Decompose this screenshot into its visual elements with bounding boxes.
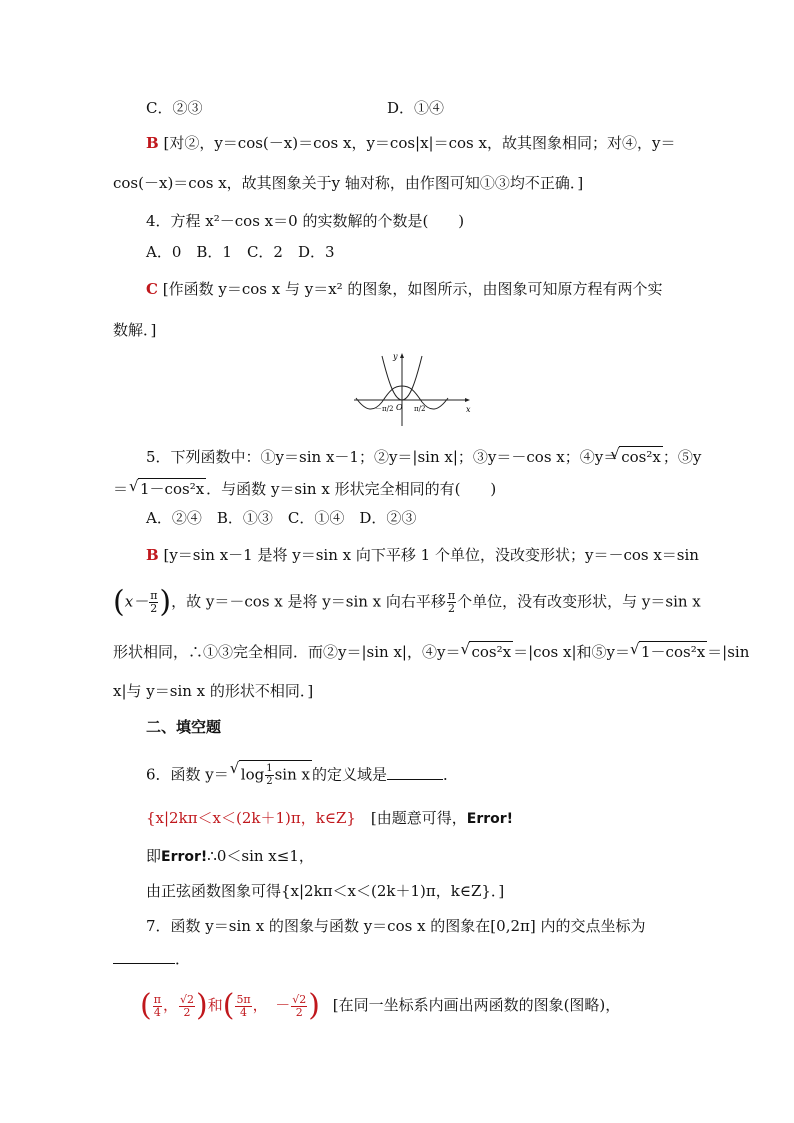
question-5-stem-line1 bbox=[146, 446, 701, 467]
answer-5-line1 bbox=[146, 545, 699, 565]
fraction-1-2 bbox=[265, 763, 273, 788]
answer-text: ，故 y＝－cos x 是将 y＝sin x 向右平移 bbox=[171, 592, 446, 611]
paren-left: ( bbox=[140, 988, 152, 1023]
conjunction-text: 和 bbox=[207, 996, 223, 1014]
option-c: C．②③ bbox=[146, 99, 203, 117]
numerator: √2 bbox=[179, 992, 194, 1006]
error-text: Error! bbox=[466, 811, 514, 827]
stem-text: 6．函数 y＝ bbox=[146, 765, 229, 784]
question-6-stem bbox=[146, 760, 458, 788]
sqrt-cos2x: √ cos²x bbox=[469, 641, 513, 662]
answer-text: 即 bbox=[146, 847, 162, 865]
option-d: D．①④ bbox=[387, 99, 445, 117]
answer-4-line1 bbox=[146, 279, 662, 299]
fraction-pi-2 bbox=[447, 590, 456, 615]
fraction-pi-2 bbox=[149, 590, 158, 615]
fraction-root2-2 bbox=[179, 994, 195, 1019]
answer-blank bbox=[113, 949, 175, 964]
question-5-options: A．②④ B．①③ C．①④ D．②③ bbox=[146, 509, 417, 527]
fraction-pi-4 bbox=[153, 994, 162, 1019]
answer-5-line2 bbox=[113, 584, 701, 620]
answer-text: [在同一坐标系内画出两函数的图象(图略)， bbox=[332, 996, 621, 1014]
minus-sign: － bbox=[275, 996, 291, 1014]
answer-6-line2 bbox=[146, 846, 314, 867]
answer-3-line2: cos(－x)＝cos x，故其图象关于y 轴对称，由作图可知①③均不正确．] bbox=[113, 174, 584, 192]
fraction-5pi-4 bbox=[235, 994, 251, 1019]
answer-text: ＝|cos x|和⑤y＝ bbox=[513, 643, 631, 661]
answer-7-line1: ( $\frac{\pi}{4}$ ， $\frac{√2}{2}$ )和( $\frac{5\pi}{4}$ ， － $\frac{√2}{2}$ ) [在同一坐标系内画出两函数的图象(图略)， bbox=[140, 988, 621, 1023]
error-text: Error! bbox=[161, 849, 208, 865]
sqrt-1-cos2x: √ 1－cos²x bbox=[138, 478, 206, 499]
paren-right: ) bbox=[159, 584, 172, 620]
answer-text: 形状相同，∴①③完全相同．而②y＝|sin x|，④y＝ bbox=[113, 643, 461, 661]
sqrt-log-expression bbox=[239, 760, 312, 788]
tick-pi-half: π/2 bbox=[414, 405, 426, 413]
question-7-stem: 7．函数 y＝sin x 的图象与函数 y＝cos x 的图象在[0,2π] 内的交点坐标为 bbox=[146, 917, 646, 935]
origin-label: O bbox=[396, 403, 403, 412]
stem-text: ＝ bbox=[113, 480, 129, 498]
stem-text: 5．下列函数中：①y＝sin x－1；②y＝|sin x|；③y＝－cos x；④y＝ bbox=[146, 448, 619, 466]
denominator: 2 bbox=[183, 1005, 191, 1019]
numerator: √2 bbox=[292, 992, 307, 1006]
numerator: π bbox=[150, 589, 158, 602]
numerator: 1 bbox=[266, 763, 273, 774]
y-axis-label: y bbox=[393, 352, 398, 361]
denominator: 4 bbox=[153, 1005, 161, 1019]
answer-text: [作函数 y＝cos x 与 y＝x² 的图象，如图所示，由图象可知原方程有两个实 bbox=[162, 280, 663, 298]
paren-left: ( bbox=[113, 584, 125, 620]
answer-6-line1 bbox=[146, 808, 513, 829]
answer-text: [对②，y＝cos(－x)＝cos x，y＝cos|x|＝cos x，故其图象相同；对④，y＝ bbox=[163, 134, 676, 152]
section-heading: 二、填空题 bbox=[146, 718, 222, 736]
answer-text: [由题意可得， bbox=[370, 809, 467, 827]
stem-text: ．与函数 y＝sin x 形状完全相同的有( ) bbox=[206, 480, 497, 498]
x-axis-label: x bbox=[466, 405, 471, 414]
answer-set: {x|2kπ＜x＜(2k＋1)π，k∈Z} bbox=[146, 809, 356, 827]
x-axis-arrow bbox=[465, 398, 470, 402]
answer-5-line4: x|与 y＝sin x 的形状不相同．] bbox=[113, 682, 314, 700]
sqrt-1-cos2x: √ 1－cos²x bbox=[639, 641, 707, 662]
paren-left: ( bbox=[222, 988, 235, 1023]
graph-svg bbox=[352, 350, 474, 430]
answer-text: ∴0＜sin x≤1， bbox=[207, 847, 314, 865]
answer-text: [y＝sin x－1 是将 y＝sin x 向下平移 1 个单位，没改变形状；y＝－cos x＝sin bbox=[163, 546, 699, 564]
stem-text: ． bbox=[175, 950, 191, 968]
numerator: π bbox=[153, 992, 161, 1006]
y-axis-arrow bbox=[400, 353, 404, 358]
answer-6-line3: 由正弦函数图象可得{x|2kπ＜x＜(2k＋1)π，k∈Z}．] bbox=[146, 882, 505, 900]
answer-letter: B bbox=[146, 546, 159, 564]
denominator: 4 bbox=[240, 1005, 248, 1019]
denominator: 2 bbox=[150, 602, 158, 615]
fraction-root2-2 bbox=[291, 994, 307, 1019]
question-5-stem-line2 bbox=[113, 478, 496, 499]
answer-text: ＝|sin bbox=[707, 643, 750, 661]
stem-text: 的定义域是 bbox=[312, 765, 388, 784]
denominator: 2 bbox=[295, 1005, 303, 1019]
answer-letter: B bbox=[146, 134, 159, 152]
sqrt-cos2x: √ cos²x bbox=[619, 446, 663, 467]
tick-neg-pi-half: －π/2 bbox=[375, 405, 394, 413]
expr-text: x－ bbox=[124, 592, 149, 611]
answer-3-line1 bbox=[146, 133, 675, 153]
question-4-stem: 4．方程 x²－cos x＝0 的实数解的个数是( ) bbox=[146, 212, 465, 230]
answer-text: 个单位，没有改变形状，与 y＝sin x bbox=[457, 592, 701, 611]
paren-right: ) bbox=[195, 988, 208, 1023]
log-text: log bbox=[240, 765, 265, 784]
question-7-blank-line bbox=[113, 949, 190, 969]
stem-text: ；⑤y bbox=[662, 448, 702, 466]
function-graph-figure bbox=[352, 350, 474, 430]
numerator: 5π bbox=[236, 992, 251, 1006]
answer-4-line2: 数解．] bbox=[113, 321, 157, 339]
answer-blank bbox=[387, 765, 443, 780]
numerator: π bbox=[447, 589, 456, 602]
denominator: 2 bbox=[448, 602, 456, 615]
answer-letter: C bbox=[146, 280, 158, 298]
answer-5-line3 bbox=[113, 641, 749, 662]
denominator: 2 bbox=[266, 776, 273, 787]
paren-right: ) bbox=[308, 988, 320, 1023]
sin-text: sin x bbox=[274, 765, 310, 784]
stem-text: ． bbox=[443, 765, 459, 784]
question-4-options: A．0 B．1 C．2 D．3 bbox=[146, 243, 335, 261]
